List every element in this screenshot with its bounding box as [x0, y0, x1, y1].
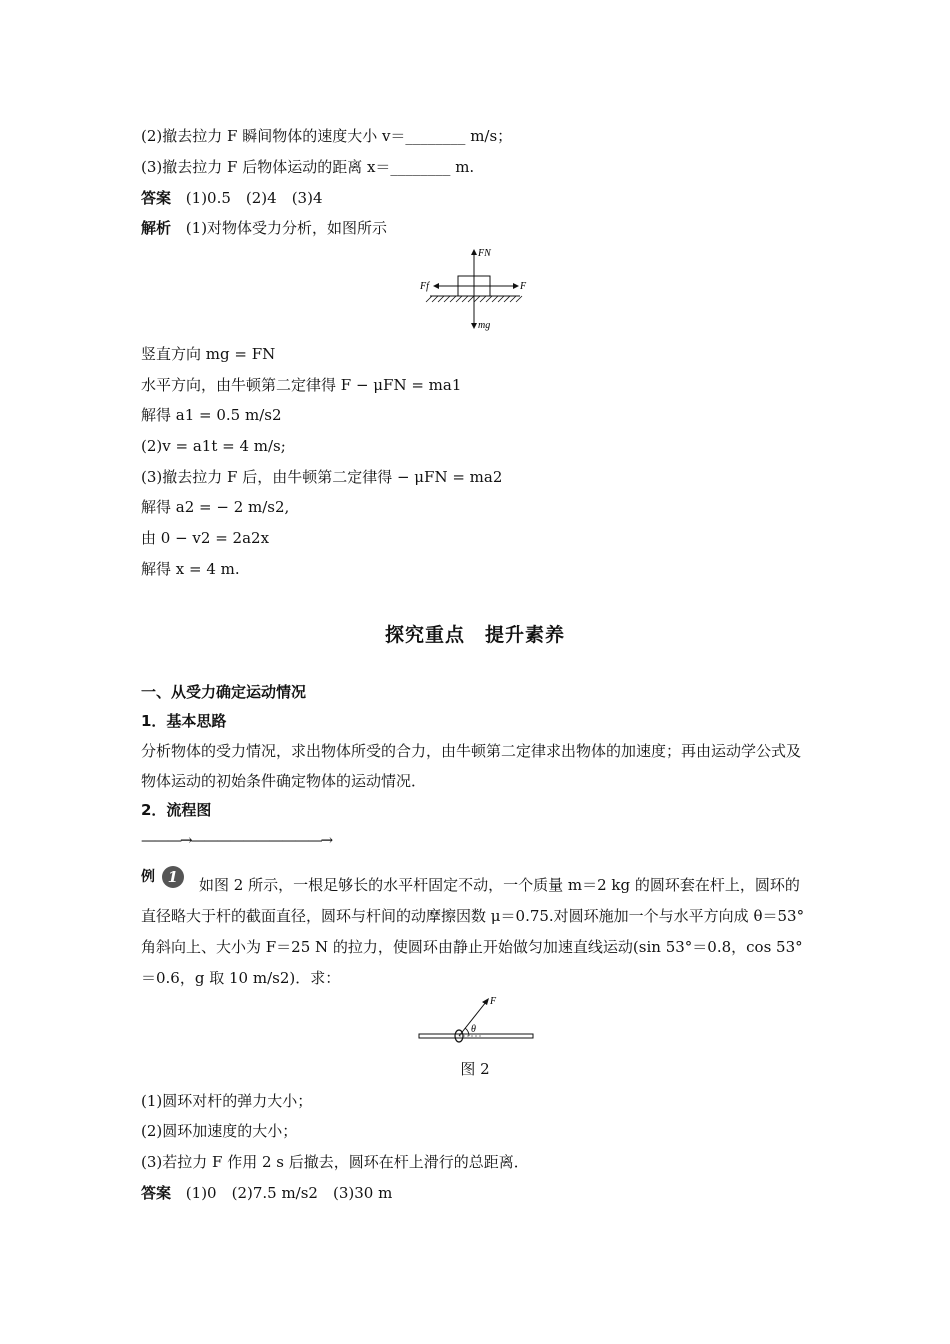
- example-question-1: (1)圆环对杆的弹力大小；: [141, 1092, 313, 1110]
- eq-horizontal: 水平方向，由牛顿第二定律得 F − μFN = ma1: [141, 376, 462, 394]
- section-title: 探究重点 提升素养: [384, 624, 565, 646]
- ff-label: Ff: [420, 281, 429, 292]
- paragraph-basic-idea: 分析物体的受力情况，求出物体所受的合力，由牛顿第二定律求出物体的加速度；再由运动学公式及物体运动的初始条件确定物体的运动情况．: [141, 742, 802, 790]
- question-3: (3)撤去拉力 F 后物体运动的距离 x＝________ m.: [141, 158, 475, 176]
- answer-text: (1)0.5 (2)4 (3)4: [185, 189, 323, 207]
- subheading-1: 一、从受力确定运动情况: [141, 683, 307, 701]
- eq-after-removal: (3)撤去拉力 F 后，由牛顿第二定律得 − μFN = ma2: [141, 468, 503, 486]
- example-question-3: (3)若拉力 F 作用 2 s 后撤去，圆环在杆上滑行的总距离．: [141, 1153, 529, 1171]
- force-diagram: [418, 244, 528, 336]
- subheading-flowchart: 2．流程图: [141, 801, 212, 819]
- example-answer-label: 答案: [141, 1184, 172, 1202]
- answer-line: [141, 188, 322, 208]
- fn-label: FN: [478, 248, 491, 259]
- answer-label: 答案: [141, 189, 172, 207]
- example-question-2: (2)圆环加速度的大小；: [141, 1122, 298, 1140]
- fig2-theta-label: θ: [471, 1024, 476, 1035]
- eq-vertical: 竖直方向 mg = FN: [141, 345, 276, 363]
- mg-label: mg: [478, 320, 491, 331]
- analysis-intro: (1)对物体受力分析，如图所示: [185, 219, 388, 237]
- eq-a1: 解得 a1 = 0.5 m/s2: [141, 406, 282, 424]
- eq-kinematics: 由 0 − v2 = 2a2x: [141, 529, 270, 547]
- figure-2-caption: 图 2: [460, 1060, 490, 1078]
- ring-rod-diagram: [416, 994, 538, 1046]
- subheading-basic-idea: 1．基本思路: [141, 712, 227, 730]
- example-label: 例: [141, 869, 155, 885]
- analysis-line: [141, 218, 387, 238]
- analysis-label: 解析: [141, 219, 172, 237]
- question-2: (2)撤去拉力 F 瞬间物体的速度大小 v＝________ m/s；: [141, 127, 513, 145]
- f-label: F: [520, 281, 527, 292]
- eq-a2: 解得 a2 = − 2 m/s2,: [141, 498, 290, 516]
- example-answer-text: (1)0 (2)7.5 m/s2 (3)30 m: [185, 1184, 393, 1202]
- flowchart: ———→——————————→: [141, 831, 332, 849]
- eq-velocity: (2)v = a1t = 4 m/s;: [141, 437, 286, 455]
- example-number-badge: 1: [162, 866, 184, 888]
- fig2-f-label: F: [490, 996, 497, 1007]
- example-text: 如图 2 所示，一根足够长的水平杆固定不动，一个质量 m＝2 kg 的圆环套在杆上，圆环的直径略大于杆的截面直径，圆环与杆间的动摩擦因数 μ＝0.75.对圆环施加一个与水平方向成 θ＝53°角斜向上、大小为 F＝25 N 的拉力，使圆环由静止开始做匀加速直线运动(sin 53°＝0.8，cos 53°＝0.6，g 取 10 m/s2)．求：: [141, 876, 805, 987]
- eq-distance: 解得 x = 4 m.: [141, 560, 240, 578]
- example-answer-line: [141, 1183, 392, 1203]
